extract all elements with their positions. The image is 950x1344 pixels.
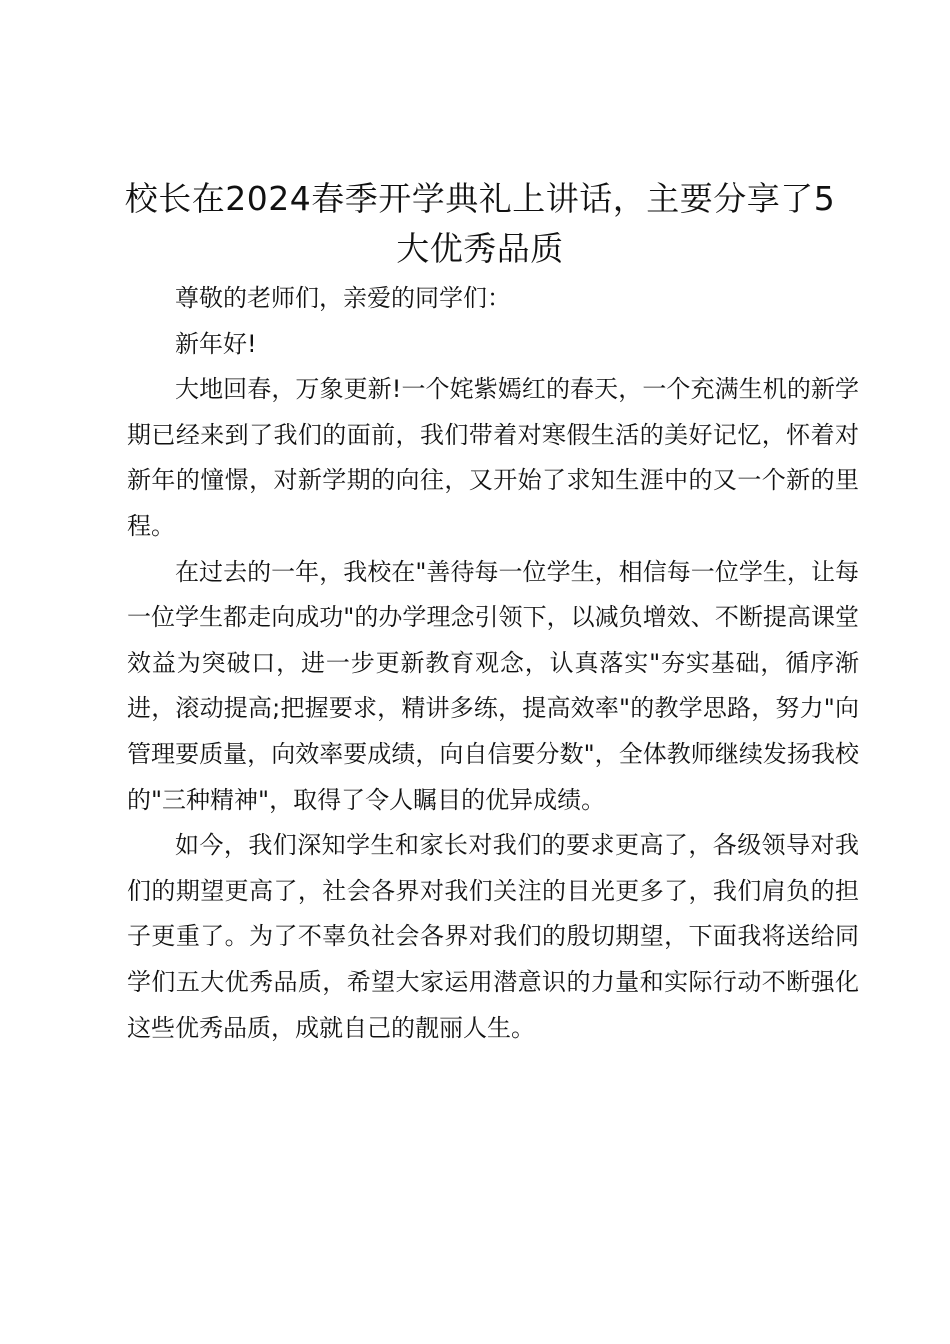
document-body bbox=[127, 276, 859, 1051]
body-paragraph: 在过去的一年，我校在"善待每一位学生，相信每一位学生，让每一位学生都走向成功"的办学理念引领下，以减负增效、不断提高课堂效益为突破口，进一步更新教育观念，认真落实"夯实基础，循序渐进，滚动提高;把握要求，精讲多练，提高效率"的教学思路，努力"向管理要质量，向效率要成绩，向自信要分数"，全体教师继续发扬我校的"三种精神"，取得了令人瞩目的优异成绩。 bbox=[127, 557, 859, 814]
greeting-paragraph: 新年好! bbox=[175, 329, 257, 358]
salutation-paragraph: 尊敬的老师们，亲爱的同学们： bbox=[175, 284, 511, 312]
body-paragraph: 如今，我们深知学生和家长对我们的要求更高了，各级领导对我们的期望更高了，社会各界对我们关注的目光更多了，我们肩负的担子更重了。为了不辜负社会各界对我们的殷切期望，下面我将送给同学们五大优秀品质，希望大家运用潜意识的力量和实际行动不断强化这些优秀品质，成就自己的靓丽人生。 bbox=[127, 831, 859, 1042]
document-title: 校长在2024春季开学典礼上讲话，主要分享了5大优秀品质 bbox=[124, 179, 836, 268]
body-paragraph: 大地回春，万象更新!一个姹紫嫣红的春天，一个充满生机的新学期已经来到了我们的面前，我们带着对寒假生活的美好记忆，怀着对新年的憧憬，对新学期的向往，又开始了求知生涯中的又一个新的里程。 bbox=[127, 375, 859, 540]
